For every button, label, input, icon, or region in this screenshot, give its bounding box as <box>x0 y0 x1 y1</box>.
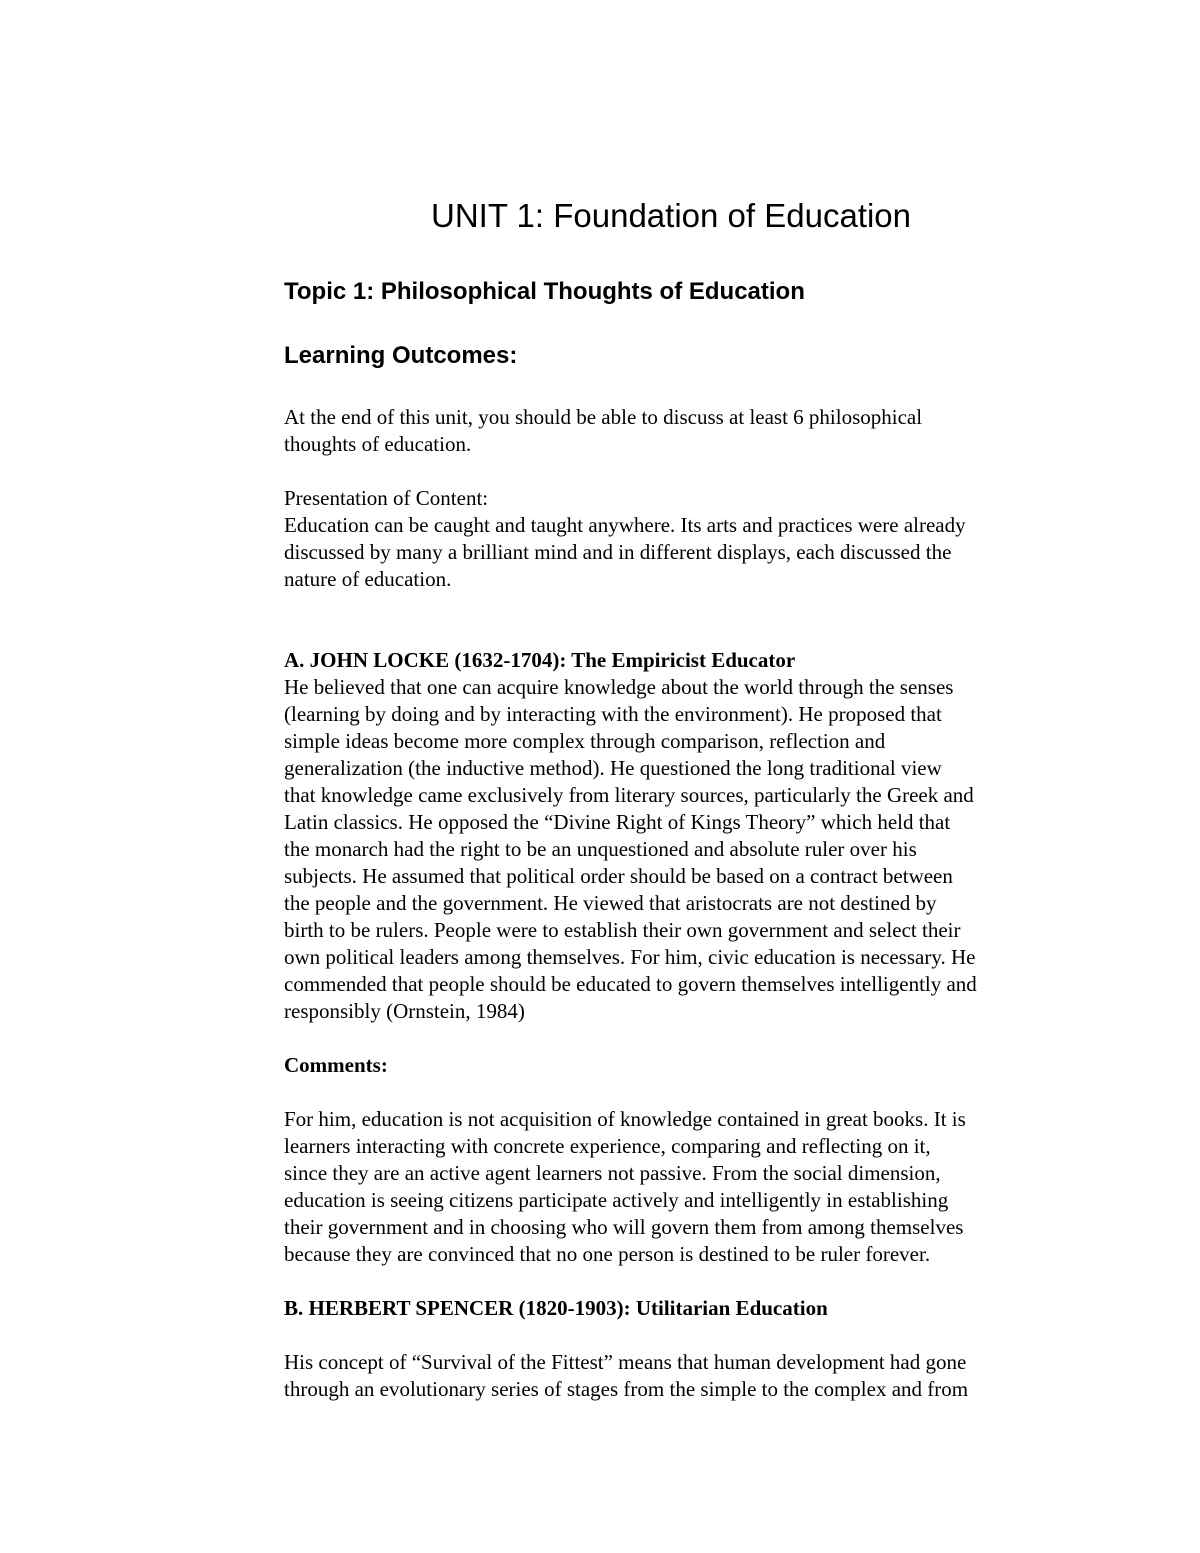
paragraph-line: thoughts of education. <box>284 432 472 456</box>
paragraph-line: through an evolutionary series of stages from the simple to the complex and from <box>284 1377 969 1401</box>
paragraph-line: (learning by doing and by interacting with the environment). He proposed that <box>284 702 942 726</box>
paragraph-line: own political leaders among themselves. For him, civic education is necessary. He <box>284 945 976 969</box>
paragraph-line: discussed by many a brilliant mind and in different displays, each discussed the <box>284 540 952 564</box>
paragraph-line: birth to be rulers. People were to establish their own government and select their <box>284 918 961 942</box>
paragraph-line: since they are an active agent learners not passive. From the social dimension, <box>284 1161 941 1185</box>
paragraph-line: education is seeing citizens participate actively and intelligently in establishing <box>284 1188 949 1212</box>
paragraph-line: the people and the government. He viewed that aristocrats are not destined by <box>284 891 937 915</box>
paragraph-line: generalization (the inductive method). He questioned the long traditional view <box>284 756 942 780</box>
paragraph-line: At the end of this unit, you should be able to discuss at least 6 philosophical <box>284 405 923 429</box>
comments-heading-block <box>284 1052 1084 1079</box>
unit-title: UNIT 1: Foundation of Education <box>430 197 911 234</box>
paragraph-line: the monarch had the right to be an unquestioned and absolute ruler over his <box>284 837 917 861</box>
paragraph-line: He believed that one can acquire knowledge about the world through the senses <box>284 675 954 699</box>
paragraph-line: simple ideas become more complex through comparison, reflection and <box>284 729 886 753</box>
herbert-spencer-paragraph <box>284 1349 1084 1403</box>
section-heading-spencer: B. HERBERT SPENCER (1820-1903): Utilitarian Education <box>284 1296 828 1320</box>
learning-outcomes-heading: Learning Outcomes: <box>284 342 518 369</box>
paragraph-line: because they are convinced that no one person is destined to be ruler forever. <box>284 1242 931 1266</box>
topic-heading: Topic 1: Philosophical Thoughts of Education <box>284 278 805 305</box>
paragraph-line: their government and in choosing who will govern them from among themselves <box>284 1215 964 1239</box>
spencer-heading-block <box>284 1295 1084 1322</box>
learning-outcome-paragraph <box>284 404 1084 458</box>
paragraph-line: His concept of “Survival of the Fittest” means that human development had gone <box>284 1350 967 1374</box>
paragraph-line: subjects. He assumed that political order should be based on a contract between <box>284 864 953 888</box>
section-heading-locke: A. JOHN LOCKE (1632-1704): The Empiricist Educator <box>284 648 796 672</box>
paragraph-line: For him, education is not acquisition of knowledge contained in great books. It is <box>284 1107 966 1131</box>
presentation-label: Presentation of Content: <box>284 486 489 510</box>
paragraph-line: commended that people should be educated to govern themselves intelligently and <box>284 972 977 996</box>
presentation-of-content <box>284 485 1084 593</box>
paragraph-line: Latin classics. He opposed the “Divine Right of Kings Theory” which held that <box>284 810 951 834</box>
paragraph-line: Education can be caught and taught anywhere. Its arts and practices were already <box>284 513 966 537</box>
paragraph-line: that knowledge came exclusively from literary sources, particularly the Greek and <box>284 783 974 807</box>
paragraph-line: nature of education. <box>284 567 452 591</box>
comments-paragraph <box>284 1106 1084 1268</box>
john-locke-section <box>284 647 1084 1025</box>
paragraph-line: learners interacting with concrete experience, comparing and reflecting on it, <box>284 1134 931 1158</box>
paragraph-line: responsibly (Ornstein, 1984) <box>284 999 525 1023</box>
comments-heading: Comments: <box>284 1053 388 1077</box>
